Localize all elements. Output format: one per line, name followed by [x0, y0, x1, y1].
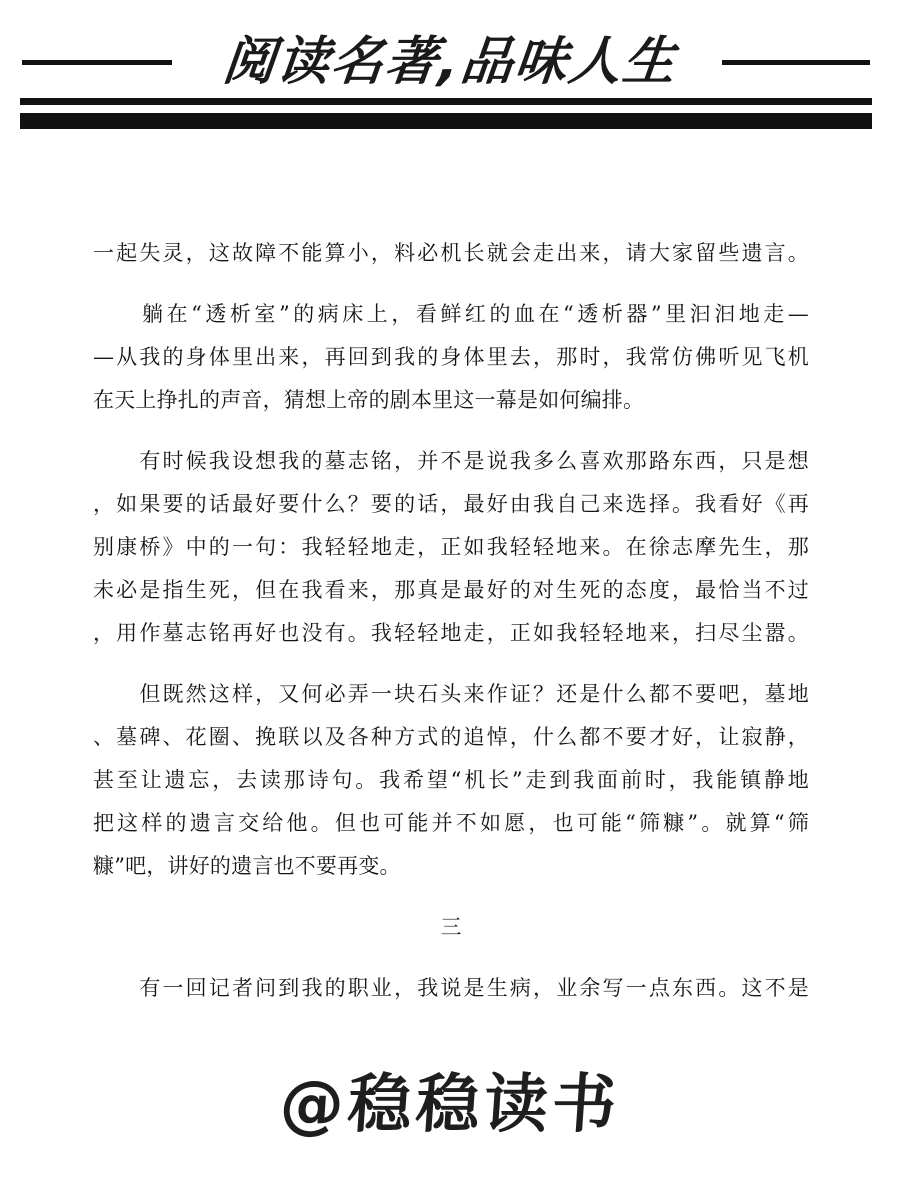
text-line: 躺在“透析室”的病床上，看鲜红的血在“透析器”里汩汩地走—: [93, 302, 809, 326]
paragraph: [93, 967, 809, 1010]
body-text: [93, 232, 809, 1028]
header-title: 阅读名著,品味人生: [219, 32, 681, 92]
text-line: —从我的身体里出来，再回到我的身体里去，那时，我常仿佛听见飞机: [93, 345, 809, 369]
paragraph: [93, 293, 809, 422]
text-line: 一起失灵，这故障不能算小，料必机长就会走出来，请大家留些遗言。: [93, 241, 809, 265]
footer-watermark: @稳稳读书: [277, 1068, 623, 1142]
header-thick-rule: [20, 113, 872, 129]
text-line: 有一回记者问到我的职业，我说是生病，业余写一点东西。这不是: [93, 976, 809, 1000]
paragraph: [93, 673, 809, 888]
paragraph: [93, 232, 809, 275]
text-line: 在天上挣扎的声音，猜想上帝的剧本里这一幕是如何编排。: [93, 388, 645, 412]
text-line: 把这样的遗言交给他。但也可能并不如愿，也可能“筛糠”。就算“筛: [93, 811, 809, 835]
text-line: 别康桥》中的一句：我轻轻地走，正如我轻轻地来。在徐志摩先生，那: [93, 535, 809, 559]
header-right-line: [722, 60, 870, 65]
text-line: 未必是指生死，但在我看来，那真是最好的对生死的态度，最恰当不过: [93, 578, 809, 602]
header-thin-rule: [20, 98, 872, 105]
text-line: 、墓碑、花圈、挽联以及各种方式的追悼，什么都不要才好，让寂静，: [93, 725, 809, 749]
text-line: 有时候我设想我的墓志铭，并不是说我多么喜欢那路东西，只是想: [93, 449, 809, 473]
text-line: 但既然这样，又何必弄一块石头来作证？还是什么都不要吧，墓地: [93, 682, 809, 706]
text-line: ，用作墓志铭再好也没有。我轻轻地走，正如我轻轻地来，扫尽尘嚣。: [93, 621, 809, 645]
text-line: 糠”吧，讲好的遗言也不要再变。: [93, 854, 401, 878]
text-line: ，如果要的话最好要什么？要的话，最好由我自己来选择。我看好《再: [93, 492, 809, 516]
paragraph: [93, 440, 809, 655]
header-left-line: [22, 60, 172, 65]
header-banner: [0, 0, 900, 140]
text-line: 甚至让遗忘，去读那诗句。我希望“机长”走到我面前时，我能镇静地: [93, 768, 809, 792]
section-number: 三: [440, 915, 462, 939]
